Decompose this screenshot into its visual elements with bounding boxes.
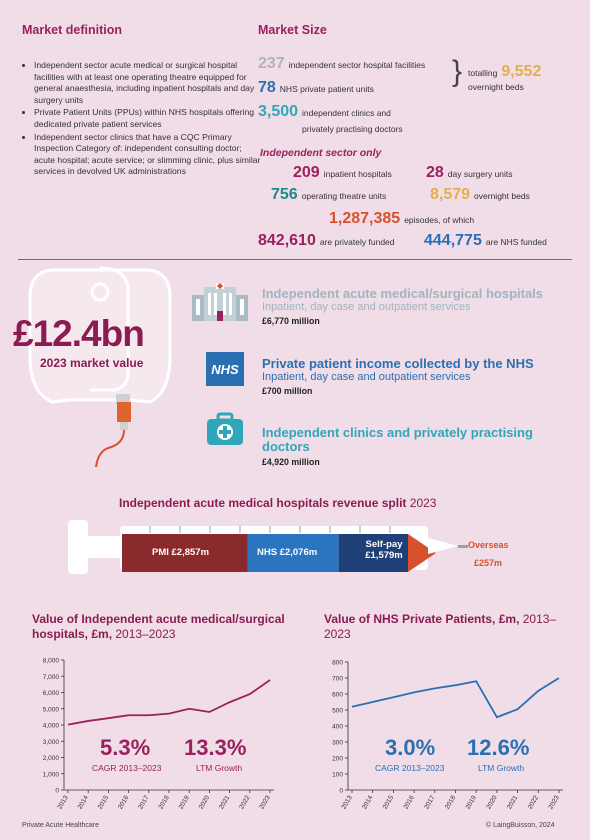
day-surgery-stat: [426, 164, 513, 182]
footer-right: © LaingBuisson, 2024: [486, 822, 555, 829]
day-surgery-value: 28: [426, 164, 444, 181]
total-beds-value: 9,552: [501, 63, 542, 80]
split-label-overseas-value: £257m: [474, 558, 503, 568]
x-tick-label: 2019: [177, 794, 191, 811]
series-line: [352, 678, 559, 717]
hospital-icon: [190, 283, 250, 323]
x-tick-label: 2023: [258, 794, 272, 811]
private-funded-stat: [258, 232, 395, 250]
chart1-title: [32, 612, 312, 642]
beds-value: 8,579: [430, 186, 471, 203]
x-tick-label: 2018: [157, 794, 171, 811]
chart2-ltm-value: 12.6%: [467, 735, 530, 760]
y-tick-label: 200: [332, 755, 343, 763]
hospital-facilities-stat: [258, 55, 425, 73]
x-tick-label: 2016: [402, 794, 416, 811]
market-value-label: 2023 market value: [40, 356, 144, 370]
market-value: £12.4bn: [13, 313, 144, 354]
theatres-label: operating theatre units: [301, 191, 387, 201]
private-funded-value: 842,610: [258, 232, 316, 249]
clinics-value: 3,500: [258, 103, 299, 120]
medical-kit-icon: [205, 412, 245, 446]
x-tick-label: 2014: [76, 794, 90, 811]
inpatient-stat: [293, 164, 392, 182]
chart1-line-chart: [20, 650, 290, 820]
inpatient-label: inpatient hospitals: [323, 169, 392, 179]
x-tick-label: 2013: [340, 794, 354, 811]
y-tick-label: 5,000: [42, 706, 59, 714]
chart1-cagr-label: CAGR 2013–2023: [92, 763, 162, 773]
revenue-split-title: [119, 496, 436, 510]
market-size-title: Market Size: [258, 23, 327, 37]
y-tick-label: 1,000: [42, 771, 59, 779]
split-label-nhs: NHS £2,076m: [257, 547, 318, 558]
chart1-title-bold: Value of Independent acute medical/surgical hospitals, £m,: [32, 612, 285, 641]
nhs-funded-stat: [424, 232, 547, 250]
clinics-label-1: independent clinics and: [302, 108, 391, 118]
y-tick-label: 0: [55, 787, 59, 795]
definition-list: [22, 60, 264, 179]
inpatient-value: 209: [293, 164, 320, 181]
clinics-label-2: privately practising doctors: [302, 124, 403, 134]
segment-subtitle: Inpatient, day case and outpatient services: [262, 301, 471, 313]
ppu-stat: [258, 79, 374, 97]
y-tick-label: 600: [332, 691, 343, 699]
split-label-pmi: PMI £2,857m: [152, 547, 210, 558]
chart1-cagr-value: 5.3%: [100, 735, 151, 760]
y-tick-label: 4,000: [42, 722, 59, 730]
series-line: [68, 680, 270, 725]
y-tick-label: 2,000: [42, 755, 59, 762]
definition-item: • Independent sector acute medical or surgical hospital facilities with at least one operating theatre equipped for general anaesthesia, including inpatient hospitals and day surgery units: [34, 60, 264, 106]
segment-clinics: [262, 426, 562, 467]
y-tick-label: 800: [332, 659, 343, 667]
footer-left: Private Acute Healthcare: [22, 822, 100, 829]
chart2-title-years: 2013–2023: [324, 612, 557, 641]
total-beds-label: overnight beds: [468, 82, 524, 92]
chart1-ltm-label: LTM Growth: [196, 763, 243, 773]
chart2-line-chart: [318, 650, 578, 820]
x-tick-label: 2020: [197, 794, 212, 811]
chart2-title-bold: Value of NHS Private Patients, £m,: [324, 612, 520, 626]
independent-sector-title: Independent sector only: [260, 147, 382, 159]
y-tick-label: 300: [332, 739, 343, 747]
hospital-facilities-value: 237: [258, 55, 285, 72]
nhs-funded-value: 444,775: [424, 232, 482, 249]
section-divider: [18, 259, 572, 260]
ppu-value: 78: [258, 79, 276, 96]
segment-acute-hospitals: [262, 286, 582, 326]
y-tick-label: 3,000: [42, 738, 59, 746]
x-tick-label: 2017: [137, 794, 151, 811]
market-definition-title: Market definition: [22, 23, 123, 37]
revenue-split-title-year: 2023: [409, 496, 437, 510]
theatres-stat: [271, 186, 386, 204]
x-tick-label: 2013: [56, 794, 70, 811]
y-tick-label: 7,000: [42, 673, 59, 681]
ppu-label: NHS private patient units: [279, 84, 374, 94]
chart2-cagr-value: 3.0%: [385, 735, 436, 760]
x-tick-label: 2015: [96, 794, 111, 811]
hospital-facilities-label: independent sector hospital facilities: [288, 60, 426, 70]
x-tick-label: 2020: [485, 794, 499, 811]
theatres-value: 756: [271, 186, 298, 203]
x-tick-label: 2015: [381, 794, 396, 811]
y-tick-label: 8,000: [42, 657, 59, 665]
segment-subtitle: Inpatient, day case and outpatient services: [262, 371, 471, 383]
segment-value: £4,920 million: [262, 457, 320, 467]
x-tick-label: 2023: [547, 794, 561, 811]
clinics-stat: [258, 103, 403, 137]
chart2-cagr-label: CAGR 2013–2023: [375, 763, 445, 773]
brace-icon: }: [452, 55, 463, 88]
private-funded-label: are privately funded: [319, 237, 395, 247]
chart2-ltm-label: LTM Growth: [478, 763, 525, 773]
x-tick-label: 2021: [218, 794, 232, 811]
episodes-stat: [329, 210, 474, 228]
episodes-label: episodes, of which: [404, 215, 475, 225]
segment-nhs-income: [262, 356, 582, 396]
nhs-logo-text: NHS: [211, 361, 239, 377]
iv-bag-illustration: [0, 262, 200, 482]
split-label-selfpay: Self-pay £1,579m: [365, 539, 403, 561]
segment-value: £6,770 million: [262, 316, 320, 326]
y-tick-label: 0: [339, 787, 343, 795]
day-surgery-label: day surgery units: [447, 169, 513, 179]
x-tick-label: 2016: [117, 794, 131, 811]
x-tick-label: 2021: [506, 794, 520, 811]
beds-label: overnight beds: [474, 191, 530, 201]
segment-title: Independent acute medical/surgical hospitals: [262, 286, 544, 301]
x-tick-label: 2022: [238, 794, 252, 811]
nhs-funded-label: are NHS funded: [485, 237, 547, 247]
nhs-logo: [206, 352, 244, 386]
y-tick-label: 100: [332, 771, 343, 779]
definition-item: • Private Patient Units (PPUs) within NHS hospitals offering dedicated private patient services: [34, 107, 264, 130]
totalling-label: totalling: [468, 68, 498, 78]
y-tick-label: 700: [332, 675, 343, 683]
chart1-ltm-value: 13.3%: [184, 735, 247, 760]
beds-stat: [430, 186, 530, 204]
segment-title: Private patient income collected by the NHS: [262, 356, 534, 371]
episodes-value: 1,287,385: [329, 210, 401, 227]
y-tick-label: 6,000: [42, 690, 59, 697]
segment-value: £700 million: [262, 386, 313, 396]
x-tick-label: 2018: [443, 794, 458, 811]
y-tick-label: 500: [332, 707, 343, 715]
split-label-overseas: Overseas: [468, 540, 509, 550]
chart1-title-years: 2013–2023: [115, 627, 176, 641]
chart2-title: [324, 612, 574, 642]
y-tick-label: 400: [332, 723, 343, 731]
segment-title: Independent clinics and privately practising doctors: [262, 425, 533, 454]
x-tick-label: 2017: [423, 794, 437, 811]
definition-item: • Independent sector clinics that have a CQC Primary Inspection Category of: independent consulting doctor; acute hospital; acute service; or slimming clinic, plus similar services in devolved UK administrations: [34, 132, 264, 178]
total-beds-stat: [468, 63, 541, 92]
x-tick-label: 2022: [526, 794, 541, 811]
x-tick-label: 2019: [464, 794, 478, 811]
revenue-split-title-bold: Independent acute medical hospitals revenue split: [119, 496, 407, 510]
x-tick-label: 2014: [361, 794, 375, 811]
